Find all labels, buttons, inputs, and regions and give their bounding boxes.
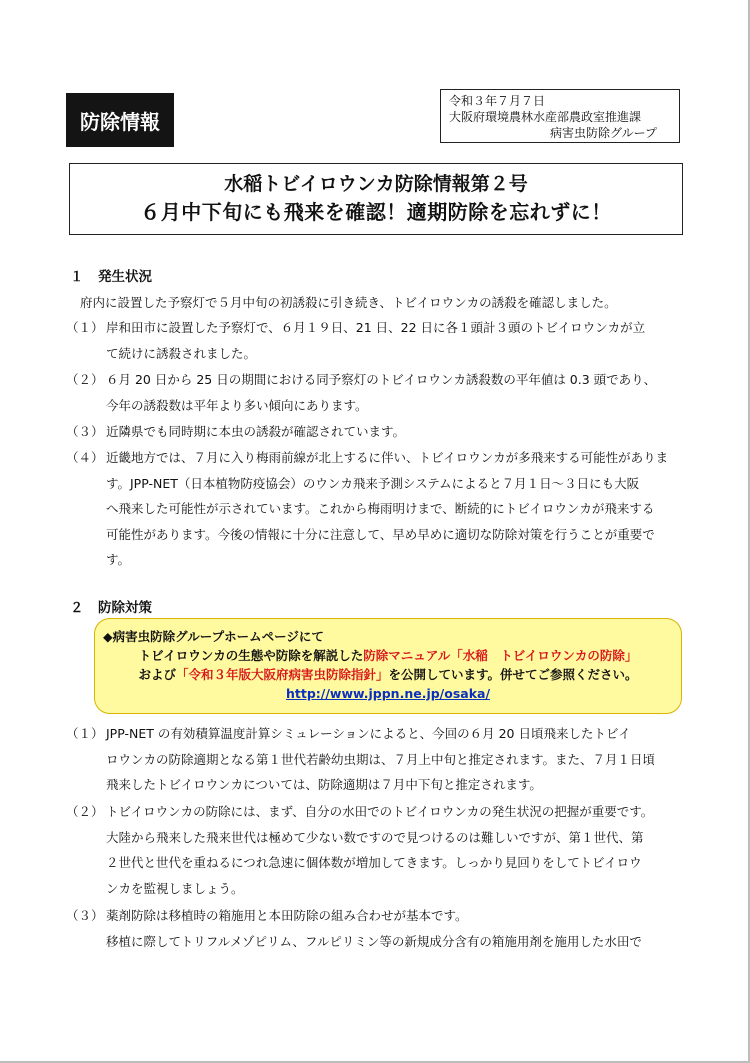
- notice-text: トビイロウンカの生態や防除を解説した: [138, 648, 364, 663]
- notice-line: [95, 684, 681, 703]
- section-number: ２: [70, 600, 84, 616]
- list-item: [66, 445, 696, 573]
- document-title: 水稲トビイロウンカ防除情報第２号: [224, 173, 528, 195]
- title-box: [69, 163, 683, 235]
- item-label: （１）: [66, 320, 104, 335]
- item-label: （１）: [66, 726, 104, 741]
- group-name: 病害虫防除グループ: [549, 126, 657, 140]
- list-item: [66, 799, 696, 901]
- section-heading-2: [70, 596, 152, 616]
- homepage-link[interactable]: http://www.jppn.ne.jp/osaka/: [285, 686, 491, 701]
- list-item: [66, 367, 696, 418]
- issue-date: 令和３年７月７日: [449, 94, 546, 108]
- issuer-box: [440, 89, 680, 143]
- manual-title: 防除マニュアル「水稲 トビイロウンカの防除」: [363, 648, 638, 663]
- notice-text: を公開しています。併せてご参照ください。: [388, 667, 638, 682]
- notice-line: [95, 646, 681, 665]
- list-item: [66, 903, 696, 954]
- section-number: １: [70, 269, 84, 285]
- item-line: ２世代と世代を重ねるにつれ急速に個体数が増加してきます。しっかり見回りをしてトビイロウ: [106, 855, 642, 870]
- item-line: へ飛来した可能性が示されています。これから梅雨明けまで、断続的にトビイロウンカが飛来する: [106, 501, 655, 516]
- department-name: 大阪府環境農林水産部農政室推進課: [449, 110, 642, 124]
- list-item: [66, 315, 696, 366]
- notice-text: および: [138, 667, 176, 682]
- section-heading-1: [70, 265, 152, 285]
- item-label: （３）: [66, 908, 104, 923]
- notice-line: ◆病害虫防除グループホームページにて: [103, 629, 324, 644]
- item-line: 近隣県でも同時期に本虫の誘殺が確認されています。: [106, 424, 406, 439]
- item-line: 近畿地方では、７月に入り梅雨前線が北上するに伴い、トビイロウンカが多飛来する可能性がありま: [106, 450, 669, 465]
- item-line: トビイロウンカの防除には、まず、自分の水田でのトビイロウンカの発生状況の把握が重要です。: [106, 804, 654, 819]
- item-label: （３）: [66, 424, 104, 439]
- item-line: ロウンカの防除適期となる第１世代若齢幼虫期は、７月上中旬と推定されます。また、７月１日頃: [106, 751, 656, 767]
- section-title: 防除対策: [98, 600, 152, 616]
- item-label: （４）: [66, 450, 104, 465]
- item-label: （２）: [66, 372, 104, 387]
- item-line: す。: [106, 552, 131, 567]
- item-label: （２）: [66, 804, 104, 819]
- notice-line: [95, 665, 681, 684]
- section-1-intro: 府内に設置した予察灯で５月中旬の初誘殺に引き続き、トビイロウンカの誘殺を確認しました。: [80, 295, 617, 310]
- category-tag: 防除情報: [66, 93, 174, 147]
- item-line: 岸和田市に設置した予察灯で、６月１９日、21 日、22 日に各１頭計３頭のトビイロウンカが立: [106, 320, 646, 335]
- item-line: 今年の誘殺数は平年より多い傾向にあります。: [106, 397, 368, 413]
- section-title: 発生状況: [98, 269, 152, 285]
- item-line: 可能性があります。今後の情報に十分に注意して、早め早めに適切な防除対策を行うことが重要で: [106, 526, 655, 542]
- item-line: JPP-NET の有効積算温度計算シミュレーションによると、今回の６月 20 日頃飛来したトビイ: [106, 726, 631, 741]
- item-line: ンカを監視しましょう。: [106, 880, 244, 896]
- list-item: [66, 721, 696, 798]
- item-line: 薬剤防除は移植時の箱施用と本田防除の組み合わせが基本です。: [106, 908, 468, 923]
- item-line: す。JPP-NET（日本植物防疫協会）のウンカ飛来予測システムによると７月１日～３日にも大阪: [106, 475, 640, 491]
- list-item: [66, 419, 696, 445]
- item-line: 飛来したトビイロウンカについては、防除適期は７月中下旬と推定されます。: [106, 777, 542, 792]
- document-subtitle: ６月中下旬にも飛来を確認！適期防除を忘れずに！: [140, 200, 612, 224]
- item-line: 移植に際してトリフルメゾピリム、フルピリミン等の新規成分含有の箱施用剤を施用した水田で: [106, 933, 642, 949]
- guideline-title: 「令和３年版大阪府病害虫防除指針」: [175, 667, 389, 682]
- item-line: 大陸から飛来した飛来世代は極めて少ない数ですので見つけるのは難しいですが、第１世代、第: [106, 829, 644, 845]
- item-line: て続けに誘殺されました。: [106, 345, 257, 361]
- item-line: ６月 20 日から 25 日の期間における同予察灯のトビイロウンカ誘殺数の平年値は 0.3 頭であり、: [106, 372, 657, 387]
- homepage-notice-box: [94, 618, 682, 714]
